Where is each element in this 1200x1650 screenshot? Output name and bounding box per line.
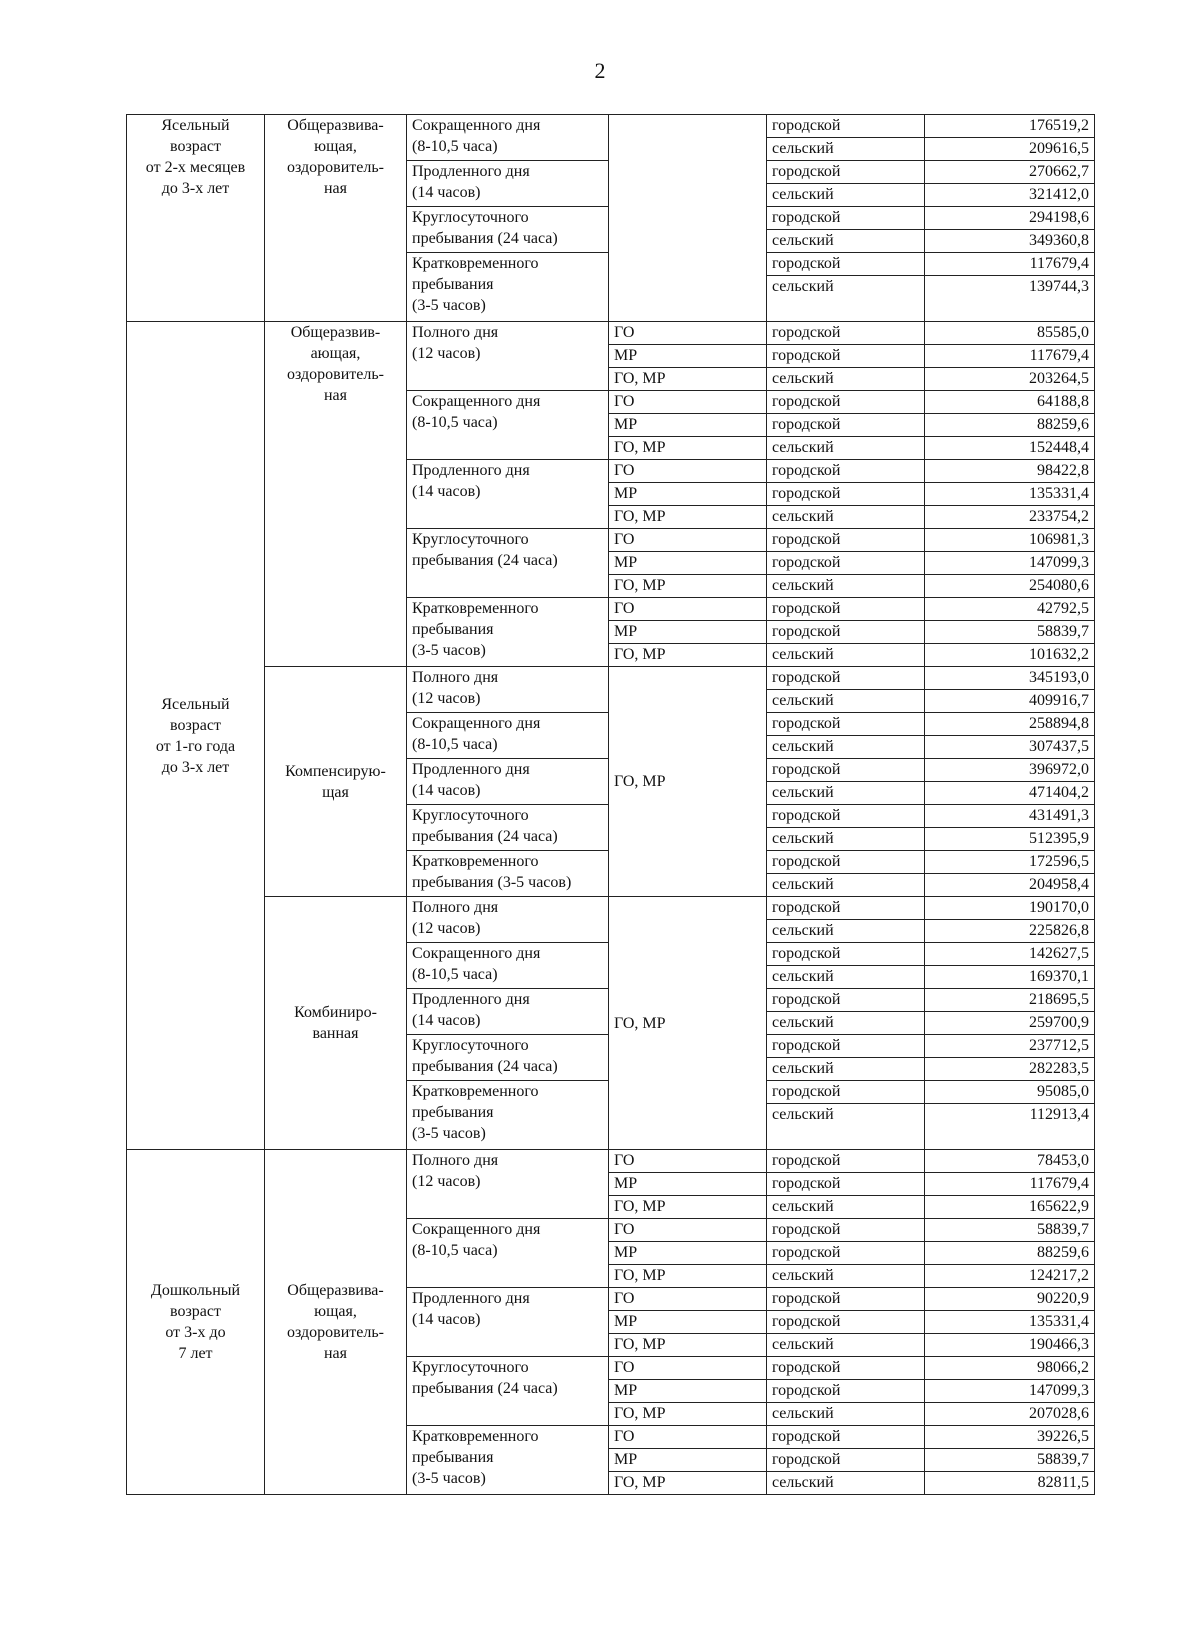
value-cell: 282283,5 xyxy=(925,1058,1095,1081)
mode-cell: Полного дня (12 часов) xyxy=(407,667,609,713)
value-cell: 78453,0 xyxy=(925,1150,1095,1173)
municipality-cell: ГО, МР xyxy=(609,667,767,897)
area-cell: сельский xyxy=(767,644,925,667)
value-cell: 98422,8 xyxy=(925,460,1095,483)
mode-cell: Сокращенного дня (8-10,5 часа) xyxy=(407,1219,609,1288)
area-cell: сельский xyxy=(767,184,925,207)
area-cell: городской xyxy=(767,1426,925,1449)
value-cell: 396972,0 xyxy=(925,759,1095,782)
value-cell: 345193,0 xyxy=(925,667,1095,690)
tariff-table xyxy=(126,114,1095,1495)
mode-cell: Полного дня (12 часов) xyxy=(407,897,609,943)
value-cell: 147099,3 xyxy=(925,1380,1095,1403)
value-cell: 165622,9 xyxy=(925,1196,1095,1219)
area-cell: сельский xyxy=(767,1196,925,1219)
area-cell: городской xyxy=(767,345,925,368)
municipality-cell: ГО, МР xyxy=(609,506,767,529)
area-cell: сельский xyxy=(767,1104,925,1150)
area-cell: городской xyxy=(767,897,925,920)
value-cell: 409916,7 xyxy=(925,690,1095,713)
value-cell: 117679,4 xyxy=(925,345,1095,368)
municipality-cell: ГО xyxy=(609,1426,767,1449)
value-cell: 135331,4 xyxy=(925,483,1095,506)
value-cell: 349360,8 xyxy=(925,230,1095,253)
mode-cell: Кратковременного пребывания (3-5 часов) xyxy=(407,1426,609,1495)
mode-cell: Круглосуточного пребывания (24 часа) xyxy=(407,1035,609,1081)
municipality-cell: ГО xyxy=(609,529,767,552)
area-cell: городской xyxy=(767,552,925,575)
value-cell: 152448,4 xyxy=(925,437,1095,460)
municipality-cell: ГО, МР xyxy=(609,1334,767,1357)
area-cell: городской xyxy=(767,943,925,966)
area-cell: городской xyxy=(767,483,925,506)
value-cell: 58839,7 xyxy=(925,621,1095,644)
area-cell: сельский xyxy=(767,1265,925,1288)
area-cell: городской xyxy=(767,1219,925,1242)
age-group-cell: Ясельный возраст от 2-х месяцев до 3-х лет xyxy=(127,115,265,322)
municipality-cell: ГО xyxy=(609,1288,767,1311)
area-cell: сельский xyxy=(767,230,925,253)
value-cell: 258894,8 xyxy=(925,713,1095,736)
municipality-cell: ГО, МР xyxy=(609,897,767,1150)
mode-cell: Кратковременного пребывания (3-5 часов) xyxy=(407,253,609,322)
mode-cell: Продленного дня (14 часов) xyxy=(407,1288,609,1357)
value-cell: 294198,6 xyxy=(925,207,1095,230)
area-cell: городской xyxy=(767,1150,925,1173)
area-cell: городской xyxy=(767,414,925,437)
municipality-cell: ГО xyxy=(609,322,767,345)
municipality-cell: ГО xyxy=(609,460,767,483)
value-cell: 172596,5 xyxy=(925,851,1095,874)
value-cell: 142627,5 xyxy=(925,943,1095,966)
mode-cell: Полного дня (12 часов) xyxy=(407,322,609,391)
value-cell: 98066,2 xyxy=(925,1357,1095,1380)
value-cell: 431491,3 xyxy=(925,805,1095,828)
value-cell: 147099,3 xyxy=(925,552,1095,575)
municipality-cell xyxy=(609,115,767,322)
mode-cell: Круглосуточного пребывания (24 часа) xyxy=(407,805,609,851)
area-cell: сельский xyxy=(767,575,925,598)
area-cell: городской xyxy=(767,621,925,644)
municipality-cell: МР xyxy=(609,1449,767,1472)
value-cell: 139744,3 xyxy=(925,276,1095,322)
value-cell: 169370,1 xyxy=(925,966,1095,989)
municipality-cell: ГО, МР xyxy=(609,575,767,598)
mode-cell: Сокращенного дня (8-10,5 часа) xyxy=(407,115,609,161)
area-cell: сельский xyxy=(767,368,925,391)
table-row xyxy=(127,1150,1095,1173)
area-cell: городской xyxy=(767,207,925,230)
orientation-cell: Общеразвива- ющая, оздоровитель- ная xyxy=(265,1150,407,1495)
area-cell: городской xyxy=(767,1288,925,1311)
area-cell: сельский xyxy=(767,874,925,897)
value-cell: 42792,5 xyxy=(925,598,1095,621)
table-row xyxy=(127,115,1095,138)
value-cell: 88259,6 xyxy=(925,414,1095,437)
age-group-cell: Дошкольный возраст от 3-х до 7 лет xyxy=(127,1150,265,1495)
area-cell: городской xyxy=(767,253,925,276)
area-cell: сельский xyxy=(767,1472,925,1495)
value-cell: 85585,0 xyxy=(925,322,1095,345)
age-group-cell: Ясельный возраст от 1-го года до 3-х лет xyxy=(127,322,265,1150)
municipality-cell: ГО, МР xyxy=(609,1265,767,1288)
area-cell: городской xyxy=(767,115,925,138)
mode-cell: Кратковременного пребывания (3-5 часов) xyxy=(407,1081,609,1150)
area-cell: городской xyxy=(767,529,925,552)
area-cell: городской xyxy=(767,1081,925,1104)
value-cell: 209616,5 xyxy=(925,138,1095,161)
area-cell: городской xyxy=(767,391,925,414)
area-cell: сельский xyxy=(767,782,925,805)
area-cell: городской xyxy=(767,1311,925,1334)
value-cell: 471404,2 xyxy=(925,782,1095,805)
area-cell: сельский xyxy=(767,920,925,943)
value-cell: 106981,3 xyxy=(925,529,1095,552)
value-cell: 237712,5 xyxy=(925,1035,1095,1058)
mode-cell: Круглосуточного пребывания (24 часа) xyxy=(407,529,609,598)
municipality-cell: ГО, МР xyxy=(609,1403,767,1426)
area-cell: городской xyxy=(767,667,925,690)
mode-cell: Продленного дня (14 часов) xyxy=(407,989,609,1035)
value-cell: 64188,8 xyxy=(925,391,1095,414)
orientation-cell: Компенсирую- щая xyxy=(265,667,407,897)
value-cell: 82811,5 xyxy=(925,1472,1095,1495)
municipality-cell: ГО, МР xyxy=(609,1196,767,1219)
area-cell: городской xyxy=(767,1449,925,1472)
table-row xyxy=(127,667,1095,690)
municipality-cell: ГО, МР xyxy=(609,1472,767,1495)
municipality-cell: ГО xyxy=(609,1219,767,1242)
municipality-cell: ГО xyxy=(609,1150,767,1173)
mode-cell: Сокращенного дня (8-10,5 часа) xyxy=(407,713,609,759)
value-cell: 254080,6 xyxy=(925,575,1095,598)
value-cell: 307437,5 xyxy=(925,736,1095,759)
value-cell: 58839,7 xyxy=(925,1449,1095,1472)
area-cell: сельский xyxy=(767,276,925,322)
municipality-cell: МР xyxy=(609,621,767,644)
area-cell: сельский xyxy=(767,138,925,161)
area-cell: сельский xyxy=(767,966,925,989)
mode-cell: Сокращенного дня (8-10,5 часа) xyxy=(407,943,609,989)
municipality-cell: МР xyxy=(609,552,767,575)
value-cell: 204958,4 xyxy=(925,874,1095,897)
area-cell: городской xyxy=(767,598,925,621)
value-cell: 176519,2 xyxy=(925,115,1095,138)
municipality-cell: ГО xyxy=(609,391,767,414)
municipality-cell: МР xyxy=(609,1311,767,1334)
orientation-cell: Комбиниро- ванная xyxy=(265,897,407,1150)
table-row xyxy=(127,897,1095,920)
area-cell: городской xyxy=(767,460,925,483)
value-cell: 90220,9 xyxy=(925,1288,1095,1311)
value-cell: 117679,4 xyxy=(925,253,1095,276)
municipality-cell: МР xyxy=(609,414,767,437)
municipality-cell: МР xyxy=(609,345,767,368)
value-cell: 58839,7 xyxy=(925,1219,1095,1242)
municipality-cell: МР xyxy=(609,1173,767,1196)
area-cell: сельский xyxy=(767,736,925,759)
area-cell: сельский xyxy=(767,1403,925,1426)
area-cell: городской xyxy=(767,1242,925,1265)
municipality-cell: МР xyxy=(609,483,767,506)
value-cell: 190170,0 xyxy=(925,897,1095,920)
table-row xyxy=(127,322,1095,345)
mode-cell: Продленного дня (14 часов) xyxy=(407,161,609,207)
area-cell: городской xyxy=(767,322,925,345)
mode-cell: Продленного дня (14 часов) xyxy=(407,759,609,805)
page-number: 2 xyxy=(594,58,606,83)
municipality-cell: ГО xyxy=(609,598,767,621)
area-cell: городской xyxy=(767,805,925,828)
value-cell: 95085,0 xyxy=(925,1081,1095,1104)
mode-cell: Продленного дня (14 часов) xyxy=(407,460,609,529)
area-cell: сельский xyxy=(767,1058,925,1081)
value-cell: 259700,9 xyxy=(925,1012,1095,1035)
value-cell: 135331,4 xyxy=(925,1311,1095,1334)
municipality-cell: МР xyxy=(609,1380,767,1403)
value-cell: 117679,4 xyxy=(925,1173,1095,1196)
value-cell: 270662,7 xyxy=(925,161,1095,184)
municipality-cell: ГО xyxy=(609,1357,767,1380)
value-cell: 218695,5 xyxy=(925,989,1095,1012)
area-cell: городской xyxy=(767,851,925,874)
area-cell: сельский xyxy=(767,437,925,460)
value-cell: 101632,2 xyxy=(925,644,1095,667)
area-cell: городской xyxy=(767,713,925,736)
value-cell: 321412,0 xyxy=(925,184,1095,207)
area-cell: сельский xyxy=(767,506,925,529)
area-cell: городской xyxy=(767,1380,925,1403)
value-cell: 225826,8 xyxy=(925,920,1095,943)
value-cell: 203264,5 xyxy=(925,368,1095,391)
value-cell: 112913,4 xyxy=(925,1104,1095,1150)
area-cell: городской xyxy=(767,1357,925,1380)
municipality-cell: ГО, МР xyxy=(609,368,767,391)
mode-cell: Круглосуточного пребывания (24 часа) xyxy=(407,1357,609,1426)
area-cell: городской xyxy=(767,759,925,782)
value-cell: 124217,2 xyxy=(925,1265,1095,1288)
value-cell: 233754,2 xyxy=(925,506,1095,529)
value-cell: 207028,6 xyxy=(925,1403,1095,1426)
area-cell: городской xyxy=(767,989,925,1012)
value-cell: 190466,3 xyxy=(925,1334,1095,1357)
area-cell: сельский xyxy=(767,828,925,851)
mode-cell: Кратковременного пребывания (3-5 часов) xyxy=(407,851,609,897)
municipality-cell: ГО, МР xyxy=(609,644,767,667)
value-cell: 39226,5 xyxy=(925,1426,1095,1449)
mode-cell: Круглосуточного пребывания (24 часа) xyxy=(407,207,609,253)
mode-cell: Кратковременного пребывания (3-5 часов) xyxy=(407,598,609,667)
area-cell: городской xyxy=(767,1173,925,1196)
orientation-cell: Общеразвива- ющая, оздоровитель- ная xyxy=(265,115,407,322)
municipality-cell: МР xyxy=(609,1242,767,1265)
area-cell: сельский xyxy=(767,690,925,713)
value-cell: 512395,9 xyxy=(925,828,1095,851)
orientation-cell: Общеразвив- ающая, оздоровитель- ная xyxy=(265,322,407,667)
mode-cell: Полного дня (12 часов) xyxy=(407,1150,609,1219)
area-cell: городской xyxy=(767,161,925,184)
area-cell: сельский xyxy=(767,1334,925,1357)
value-cell: 88259,6 xyxy=(925,1242,1095,1265)
municipality-cell: ГО, МР xyxy=(609,437,767,460)
area-cell: сельский xyxy=(767,1012,925,1035)
mode-cell: Сокращенного дня (8-10,5 часа) xyxy=(407,391,609,460)
area-cell: городской xyxy=(767,1035,925,1058)
